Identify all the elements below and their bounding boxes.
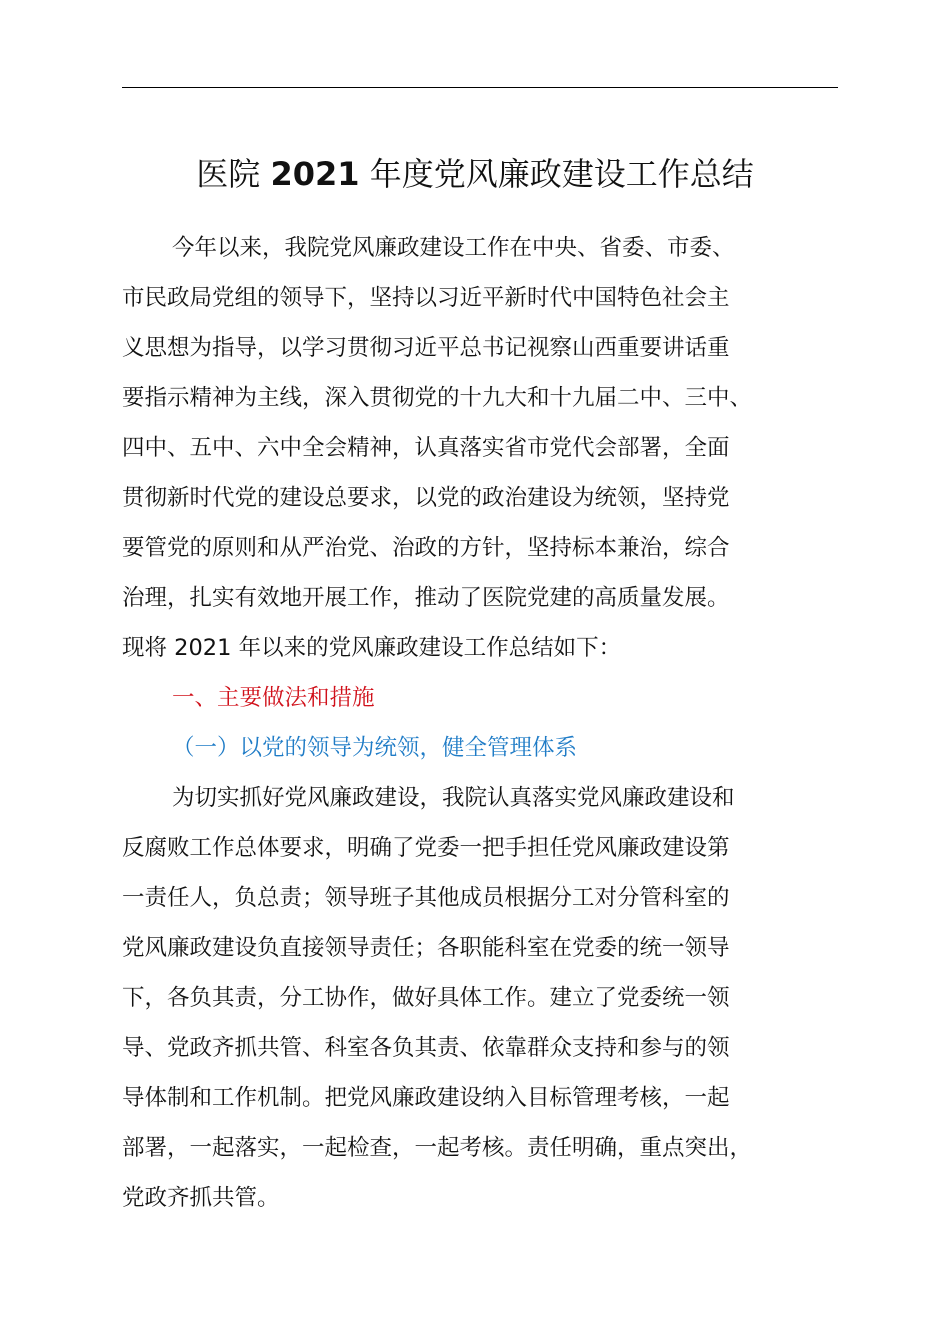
text-line: 义思想为指导，以学习贯彻习近平总书记视察山西重要讲话重 [122, 335, 730, 361]
subsection-heading: （一）以党的领导为统领，健全管理体系 [172, 735, 578, 761]
text-line: 市民政局党组的领导下，坚持以习近平新时代中国特色社会主 [122, 285, 730, 311]
title-year: 2021 [270, 155, 360, 193]
text-line: 党风廉政建设负直接领导责任；各职能科室在党委的统一领导 [122, 935, 730, 961]
text-line: 今年以来，我院党风廉政建设工作在中央、省委、市委、 [172, 235, 735, 261]
text-line: 治理，扎实有效地开展工作，推动了医院党建的高质量发展。 [122, 585, 730, 611]
text-line: 为切实抓好党风廉政建设，我院认真落实党风廉政建设和 [172, 785, 735, 811]
text-line: 反腐败工作总体要求，明确了党委一把手担任党风廉政建设第 [122, 835, 730, 861]
text-line: 导、党政齐抓共管、科室各负其责、依靠群众支持和参与的领 [122, 1035, 730, 1061]
section-heading: 一、主要做法和措施 [172, 685, 375, 711]
text-line: 导体制和工作机制。把党风廉政建设纳入目标管理考核，一起 [122, 1085, 730, 1111]
header-rule [122, 87, 838, 88]
text-line: 要指示精神为主线，深入贯彻党的十九大和十九届二中、三中、 [122, 385, 753, 411]
text-line: 要管党的原则和从严治党、治政的方针，坚持标本兼治，综合 [122, 535, 730, 561]
text-line: 四中、五中、六中全会精神，认真落实省市党代会部署，全面 [122, 435, 730, 461]
text-line: 党政齐抓共管。 [122, 1185, 280, 1211]
text-line: 现将 2021 年以来的党风廉政建设工作总结如下： [122, 635, 622, 661]
text-line: 部署，一起落实，一起检查，一起考核。责任明确，重点突出， [122, 1135, 753, 1161]
document-title [0, 150, 950, 198]
text-line: 一责任人，负总责；领导班子其他成员根据分工对分管科室的 [122, 885, 730, 911]
title-suffix: 年度党风廉政建设工作总结 [359, 155, 754, 193]
text-line: 贯彻新时代党的建设总要求，以党的政治建设为统领，坚持党 [122, 485, 730, 511]
document-body [122, 223, 840, 1223]
text-line: 下，各负其责，分工协作，做好具体工作。建立了党委统一领 [122, 985, 730, 1011]
title-prefix: 医院 [196, 155, 271, 193]
